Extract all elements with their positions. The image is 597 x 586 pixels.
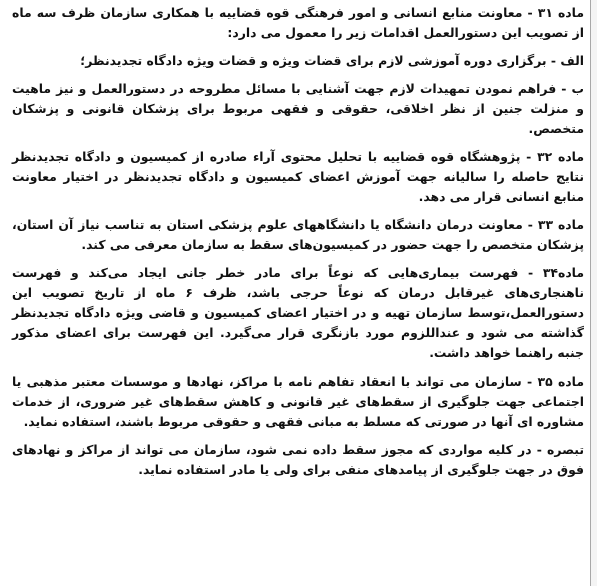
- article-31-item-a: [12, 43, 584, 71]
- scrollbar-track[interactable]: [591, 0, 597, 586]
- article-35-paragraph: [12, 363, 584, 432]
- note-paragraph: [12, 432, 584, 480]
- article-34-text: ماده۳۴ - فهرست بیماری‌هایی که نوعاً برای مادر خطر جانی ایجاد می‌کند و فهرست ناهنجاری‌های غیرقابل درمان که نوعاً حرجی باشد، ظرف ۶ ماه از تاریخ تصویب این دستورالعمل،توسط سازمان تهیه و در اختیار اعضای کمیسیون و قاضی ویژه دادگاه تجدیدنظر گذاشته می شود و عنداللزوم مورد بازنگری قرار می‌گیرد. این فهرست برای اعضای مذکور جنبه راهنما خواهد داشت.: [12, 265, 584, 360]
- article-31-item-b: [12, 71, 584, 139]
- article-31-paragraph: [12, 0, 584, 43]
- note-text: تبصره - در کلیه مواردی که مجوز سقط داده نمی شود، سازمان می تواند از مراکز و نهادهای فوق در جهت جلوگیری از پیامدهای منفی برای ولی یا مادر استفاده نماید.: [12, 442, 584, 477]
- article-35-text: ماده ۳۵ - سازمان می تواند با انعقاد تفاهم نامه با مراکز، نهادها و موسسات معتبر مذهبی یا اجتماعی جهت جلوگیری از سقط‌های غیر قانونی و کاهش سقط‌های غیر ضروری، از خدمات مشاوره ای آنها در صورتی که مسلط به مبانی فقهی و حقوقی مربوط باشند، استفاده نماید.: [12, 374, 584, 429]
- page-edge-divider: [590, 0, 591, 586]
- article-31-item-a-text: الف - برگزاری دوره آموزشی لازم برای قضات ویژه و قضات ویژه دادگاه تجدیدنظر؛: [80, 53, 584, 68]
- article-32-text: ماده ۳۲ - پژوهشگاه قوه قضاییه با تحلیل محتوی آراء صادره از کمیسیون و دادگاه تجدیدنظر نتایج حاصله را سالیانه جهت آموزش اعضای کمیسیون و دادگاه تجدیدنظر در اختیار معاونت منابع انسانی قرار می دهد.: [12, 149, 585, 204]
- article-31-text: ماده ۳۱ - معاونت منابع انسانی و امور فرهنگی قوه قضاییه با همکاری سازمان ظرف سه ماه از تصویب این دستورالعمل اقدامات زیر را معمول می دارد:: [12, 5, 584, 40]
- document-body: [12, 0, 584, 480]
- article-34-paragraph: [12, 255, 584, 363]
- article-33-text: ماده ۳۳ - معاونت درمان دانشگاه یا دانشگاههای علوم پزشکی استان به تناسب نیاز آن استان، پزشکان متخصص را جهت حضور در کمیسیون‌های سقط به سازمان معرفی می کند.: [12, 217, 584, 252]
- article-32-paragraph: [12, 139, 584, 207]
- article-31-item-b-text: ب - فراهم نمودن تمهیدات لازم جهت آشنایی با مسائل مطروحه در دستورالعمل و نیز ماهیت و منزلت جنین از نظر اخلاقی، حقوقی و فقهی مربوط برای پزشکان قانونی و پزشکان متخصص.: [12, 81, 584, 136]
- article-33-paragraph: [12, 207, 584, 255]
